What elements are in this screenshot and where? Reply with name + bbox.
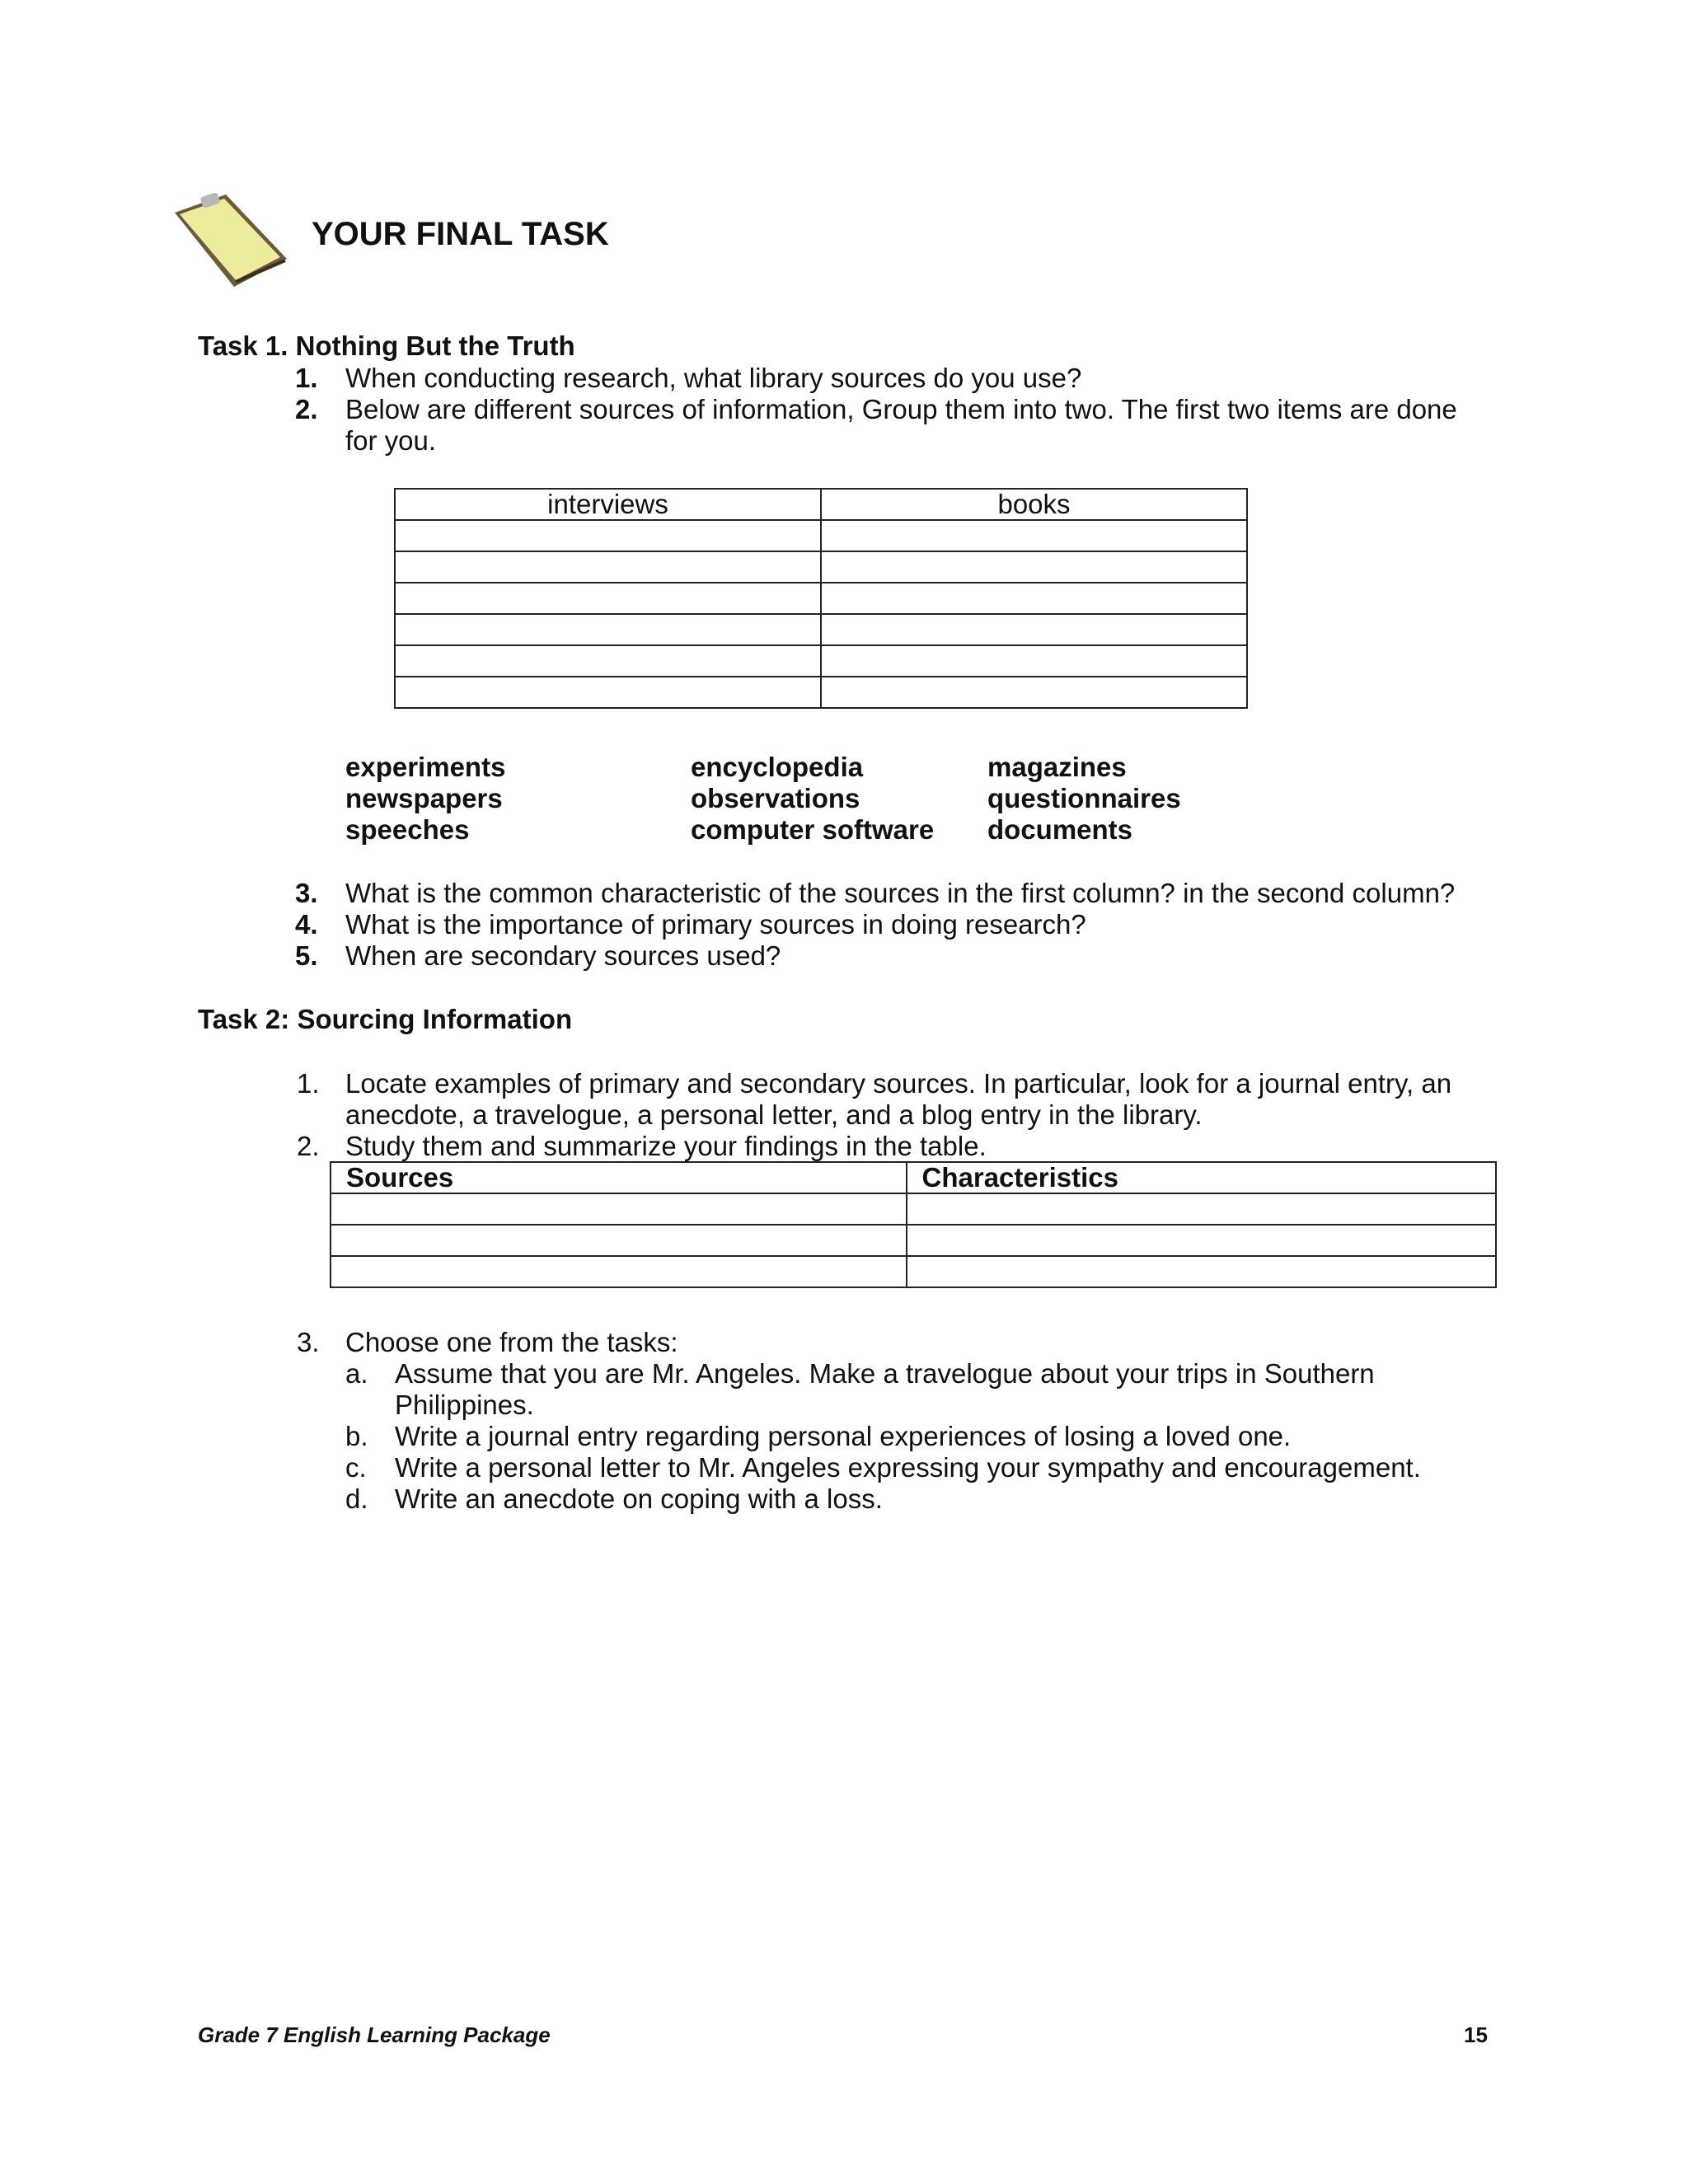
word-bank-item: newspapers	[345, 783, 503, 813]
table-cell[interactable]	[331, 1256, 907, 1287]
task2-item-1-num: 1.	[297, 1068, 320, 1099]
table-cell[interactable]	[395, 645, 821, 677]
footer-title: Grade 7 English Learning Package	[198, 2022, 551, 2047]
task1-item-5-text: When are secondary sources used?	[345, 940, 781, 971]
task1-title: Task 1. Nothing But the Truth	[198, 330, 575, 361]
table-cell[interactable]	[395, 583, 821, 614]
word-bank-item: encyclopedia	[691, 752, 864, 782]
subitem-a-text: Assume that you are Mr. Angeles. Make a travelogue about your trips in Southern	[395, 1358, 1375, 1389]
task1-item-2-text: Below are different sources of information, Group them into two. The first two items are done	[345, 394, 1457, 424]
page-title: YOUR FINAL TASK	[312, 216, 609, 252]
table-cell[interactable]	[821, 551, 1247, 583]
table-cell[interactable]	[907, 1193, 1496, 1225]
subitem-a-cont: Philippines.	[395, 1390, 534, 1420]
subitem-b-letter: b.	[345, 1421, 368, 1451]
table-cell[interactable]	[821, 614, 1247, 645]
subitem-c-text: Write a personal letter to Mr. Angeles expressing your sympathy and encouragement.	[395, 1452, 1421, 1483]
table-cell[interactable]	[821, 520, 1247, 551]
task1-item-2-cont: for you.	[345, 425, 437, 456]
table-row[interactable]	[331, 1193, 1496, 1225]
task2-item-1-text: Locate examples of primary and secondary sources. In particular, look for a journal entry, an	[345, 1068, 1452, 1099]
table-cell[interactable]	[331, 1225, 907, 1256]
table-cell[interactable]	[395, 677, 821, 708]
task2-item-3-text: Choose one from the tasks:	[345, 1327, 678, 1357]
task2-item-2-text: Study them and summarize your findings in the table.	[345, 1131, 987, 1161]
table-row[interactable]	[395, 645, 1247, 677]
table-header-cell: Sources	[331, 1162, 907, 1193]
task1-item-3-text: What is the common characteristic of the sources in the first column? in the second column?	[345, 878, 1456, 908]
grouping-table	[394, 488, 1248, 709]
table-row[interactable]	[395, 583, 1247, 614]
word-bank-item: speeches	[345, 814, 470, 845]
subitem-a-letter: a.	[345, 1358, 368, 1389]
table-row[interactable]	[395, 677, 1247, 708]
task1-item-4-num: 4.	[295, 909, 318, 940]
task1-item-5-num: 5.	[295, 940, 318, 971]
clipboard-icon	[171, 188, 292, 292]
findings-table	[330, 1161, 1497, 1288]
word-bank-item: documents	[987, 814, 1133, 845]
table-row[interactable]	[395, 614, 1247, 645]
table-cell[interactable]	[821, 677, 1247, 708]
word-bank-item: questionnaires	[987, 783, 1181, 813]
table-header-row	[331, 1162, 1496, 1193]
word-bank-item: computer software	[691, 814, 935, 845]
table-row[interactable]	[331, 1256, 1496, 1287]
word-bank-item: magazines	[987, 752, 1127, 782]
table-cell[interactable]	[395, 614, 821, 645]
table-cell[interactable]	[395, 551, 821, 583]
table-header-row	[395, 489, 1247, 520]
task2-item-3-num: 3.	[297, 1327, 320, 1357]
task2-item-1-cont: anecdote, a travelogue, a personal letter, and a blog entry in the library.	[345, 1099, 1203, 1130]
table-header-cell: interviews	[395, 489, 821, 520]
table-row[interactable]	[331, 1225, 1496, 1256]
table-cell[interactable]	[907, 1256, 1496, 1287]
table-cell[interactable]	[395, 520, 821, 551]
task1-item-3-num: 3.	[295, 878, 318, 908]
subitem-d-text: Write an anecdote on coping with a loss.	[395, 1483, 883, 1514]
table-row[interactable]	[395, 520, 1247, 551]
table-cell[interactable]	[821, 645, 1247, 677]
table-row[interactable]	[395, 551, 1247, 583]
page-number: 15	[1464, 2022, 1488, 2047]
task2-title: Task 2: Sourcing Information	[198, 1004, 573, 1034]
word-bank-item: experiments	[345, 752, 506, 782]
table-header-cell: books	[821, 489, 1247, 520]
table-cell[interactable]	[907, 1225, 1496, 1256]
task1-item-1-text: When conducting research, what library sources do you use?	[345, 363, 1082, 393]
table-cell[interactable]	[821, 583, 1247, 614]
word-bank-item: observations	[691, 783, 860, 813]
subitem-b-text: Write a journal entry regarding personal experiences of losing a loved one.	[395, 1421, 1292, 1451]
task2-item-2-num: 2.	[297, 1131, 320, 1161]
table-cell[interactable]	[331, 1193, 907, 1225]
task1-item-4-text: What is the importance of primary sources in doing research?	[345, 909, 1086, 940]
subitem-d-letter: d.	[345, 1483, 368, 1514]
task1-item-1-num: 1.	[295, 363, 318, 393]
table-header-cell: Characteristics	[907, 1162, 1496, 1193]
task1-item-2-num: 2.	[295, 394, 318, 424]
subitem-c-letter: c.	[345, 1452, 367, 1483]
